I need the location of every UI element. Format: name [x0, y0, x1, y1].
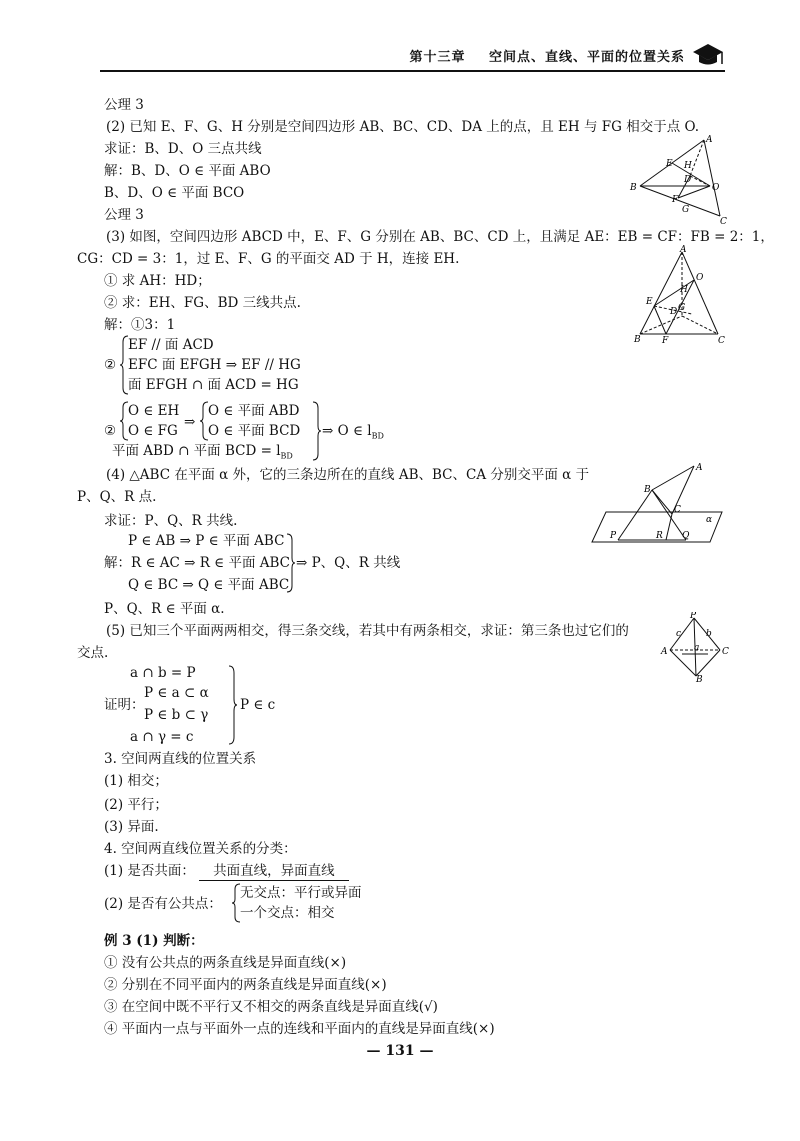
fig3-label-c: C: [674, 505, 681, 515]
fig2-label-d: D: [670, 307, 678, 317]
text-line: a ∩ γ = c: [130, 729, 194, 745]
text-line: (3) 异面.: [104, 819, 159, 835]
fig2-label-h: H: [680, 285, 688, 295]
text-line: ① 求 AH：HD；: [104, 273, 211, 289]
system-prefix: ②: [104, 423, 117, 439]
fig1-label-b: B: [630, 183, 637, 193]
fig4-label-c: c: [676, 629, 682, 639]
fig2-label-f: F: [662, 336, 669, 344]
text-line: ② 求：EH、FG、BD 三线共点.: [104, 295, 301, 311]
text-line: ② 分别在不同平面内的两条直线是异面直线(×): [104, 977, 387, 993]
fig4-label-p: P: [690, 612, 697, 621]
text-line: (1) 相交；: [104, 773, 168, 789]
text-line: ⇒ P、Q、R 共线: [296, 555, 401, 571]
fig3-label-r: R: [656, 531, 663, 541]
section-heading: 3. 空间两直线的位置关系: [104, 751, 257, 767]
text-line: 一个交点：相交: [240, 905, 335, 921]
fig3-label-b: B: [644, 485, 651, 495]
answer-blank: 共面直线，异面直线: [199, 862, 349, 881]
implies-arrow: ⇒: [184, 414, 196, 430]
text-line: P ∈ AB ⇒ P ∈ 平面 ABC: [128, 533, 285, 549]
fig4-label-b-point: B: [696, 675, 703, 684]
example-heading: 例 3 (1) 判断：: [104, 933, 204, 949]
question-label: (1) 是否共面：: [104, 863, 195, 879]
text-line: ③ 在空间中既不平行又不相交的两条直线是异面直线(√): [104, 999, 438, 1015]
fig1-label-o: O: [712, 183, 720, 193]
text-line: a ∩ b = P: [130, 665, 196, 681]
fig1-label-d: D: [684, 175, 692, 185]
conclusion: ⇒ O ∈ l: [322, 423, 372, 439]
text-line: (2) 是否有公共点：: [104, 896, 222, 912]
text-line: (2) 已知 E、F、G、H 分别是空间四边形 AB、BC、CD、DA 上的点，且 EH 与 FG 相交于点 O.: [106, 119, 700, 135]
right-brace: [312, 400, 322, 462]
text-line: CG：CD = 3：1，过 E、F、G 的平面交 AD 于 H，连接 EH.: [77, 251, 460, 267]
text-line: P ∈ a ⊂ α: [144, 685, 209, 701]
text-line: P、Q、R 点.: [77, 489, 157, 505]
text-line: P ∈ c: [240, 697, 276, 713]
figure-plane-triangle: [586, 462, 730, 548]
fig1-label-h: H: [684, 161, 692, 171]
fig3-label-a: A: [696, 463, 703, 473]
text-line: 无交点：平行或异面: [240, 885, 362, 901]
text-line: [112, 442, 293, 466]
text-line: (3) 如图，空间四边形 ABCD 中，E、F、G 分别在 AB、BC、CD 上，且满足 AE：EB = CF：FB = 2：1，: [106, 229, 774, 245]
fig4-label-b: b: [706, 629, 712, 639]
fig2-label-b: B: [634, 335, 641, 344]
text-line: EF // 面 ACD: [128, 337, 214, 353]
fig4-label-a-point: A: [661, 647, 668, 657]
fig3-label-p: P: [610, 531, 617, 541]
text-line: 解：B、D、O ∈ 平面 ABO: [104, 163, 271, 179]
text-line: O ∈ 平面 ABD: [208, 403, 300, 419]
text-line: ④ 平面内一点与平面外一点的连线和平面内的直线是异面直线(×): [104, 1021, 495, 1037]
fig1-label-c: C: [720, 217, 727, 224]
fig4-label-c-point: C: [722, 647, 729, 657]
right-brace: [286, 532, 296, 594]
page-number: — 131 —: [366, 1043, 434, 1059]
text-line: [322, 422, 384, 446]
text-line: 求证：P、Q、R 共线.: [104, 513, 238, 529]
proof-label: 证明：: [104, 697, 145, 713]
text-line: EFC 面 EFGH ⇒ EF // HG: [128, 357, 301, 373]
text-line: 解：①3：1: [104, 317, 176, 333]
chapter-title: 空间点、直线、平面的位置关系: [488, 50, 685, 65]
text-line: P、Q、R ∈ 平面 α.: [104, 601, 225, 617]
fig3-label-alpha: α: [706, 515, 713, 525]
text-line: 交点.: [77, 645, 109, 661]
text-line: 求证：B、D、O 三点共线: [104, 141, 262, 157]
text-line: O ∈ EH: [128, 403, 180, 419]
text-line: 面 EFGH ∩ 面 ACD = HG: [128, 377, 299, 393]
section-heading: 4. 空间两直线位置关系的分类：: [104, 841, 297, 857]
chapter-label: 第十三章: [409, 50, 466, 65]
fig4-label-a: a: [694, 643, 700, 653]
plane-intersection: 平面 ABD ∩ 平面 BCD = l: [112, 443, 281, 459]
text-line: P ∈ b ⊂ γ: [144, 707, 209, 723]
text-line: [104, 862, 349, 881]
fig2-label-e: E: [646, 297, 653, 307]
text-line: ① 没有公共点的两条直线是异面直线(×): [104, 955, 347, 971]
right-brace: [228, 664, 238, 746]
text-line: (4) △ABC 在平面 α 外，它的三条边所在的直线 AB、BC、CA 分别交平面 α 于: [106, 467, 590, 483]
text-line: Q ∈ BC ⇒ Q ∈ 平面 ABC: [128, 577, 290, 593]
figure-tetrahedron: [632, 244, 728, 344]
fig1-label-e: E: [666, 159, 673, 169]
fig1-label-f: F: [672, 195, 679, 205]
subscript: BD: [371, 431, 384, 441]
fig2-label-c: C: [718, 336, 725, 344]
text-line: (2) 平行；: [104, 797, 168, 813]
text-line: 公理 3: [104, 207, 144, 223]
text-line: 公理 3: [104, 97, 144, 113]
fig2-label-g: G: [678, 303, 686, 313]
subscript: BD: [280, 451, 293, 461]
text-line: O ∈ FG: [128, 423, 178, 439]
figure-three-planes: [660, 612, 730, 684]
text-line: B、D、O ∈ 平面 BCO: [104, 185, 245, 201]
fig1-label-g: G: [682, 205, 690, 215]
figure-quadrilateral-1: [628, 132, 728, 224]
fig2-label-o: O: [696, 273, 704, 283]
text-line: 解：R ∈ AC ⇒ R ∈ 平面 ABC: [104, 555, 290, 571]
fig2-label-a: A: [680, 245, 687, 255]
fig3-label-q: Q: [682, 531, 690, 541]
text-line: O ∈ 平面 BCD: [208, 423, 301, 439]
fig1-label-a: A: [706, 135, 713, 145]
system-prefix: ②: [104, 357, 117, 373]
text-line: (5) 已知三个平面两两相交，得三条交线，若其中有两条相交，求证：第三条也过它们的: [106, 623, 629, 639]
